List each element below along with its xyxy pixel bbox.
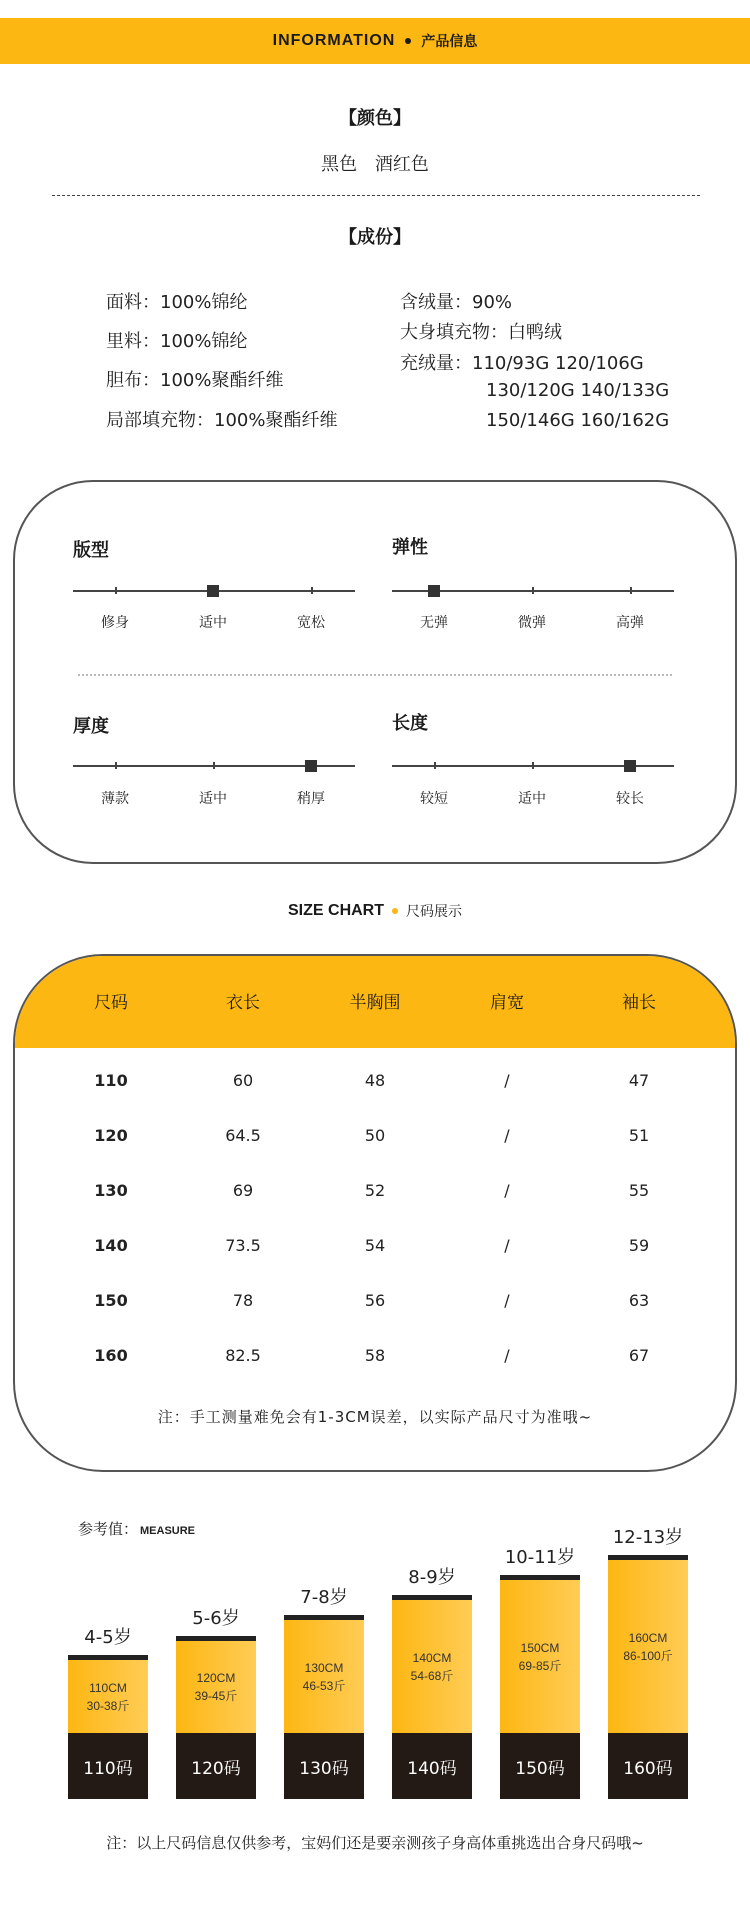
composition-fill-weight: 充绒量：110/93G 120/106G — [400, 353, 644, 374]
size-table-cell: 51 — [628, 1126, 650, 1145]
size-chart-title-cn: 尺码展示 — [406, 904, 462, 920]
reference-height: 140CM — [412, 1650, 452, 1665]
size-table-cell: 64.5 — [225, 1126, 261, 1145]
fit-scale-marker — [207, 585, 219, 597]
size-table-cell: 140 — [94, 1236, 128, 1255]
reference-size-label: 160码 — [608, 1733, 688, 1799]
size-table-cell: 69 — [232, 1181, 254, 1200]
size-chart-heading — [0, 901, 750, 921]
composition-section-title: 【成份】 — [339, 227, 411, 248]
size-table-cell: / — [504, 1071, 510, 1090]
banner-title-cn: 产品信息 — [421, 34, 478, 50]
reference-label-en: MEASURE — [140, 1525, 196, 1537]
fit-scale-label: 修身 — [101, 615, 129, 631]
section-divider — [52, 195, 700, 196]
reference-bar — [392, 1600, 472, 1733]
reference-age-label: 7-8岁 — [300, 1587, 348, 1608]
reference-bar — [608, 1560, 688, 1733]
reference-bar — [176, 1641, 256, 1733]
reference-label — [78, 1518, 195, 1539]
fit-scale-label: 高弹 — [616, 615, 644, 631]
reference-age-label: 5-6岁 — [192, 1608, 240, 1629]
fit-scale-tick — [434, 762, 436, 769]
composition-fill-weight-2: 130/120G 140/133G — [486, 380, 670, 401]
banner-dot — [405, 38, 411, 44]
fit-scale-tick — [115, 762, 117, 769]
color-options — [0, 150, 750, 176]
composition-inner: 胆布：100%聚酯纤维 — [106, 370, 284, 391]
reference-weight: 46-53斤 — [302, 1678, 346, 1693]
fit-scale-tick — [311, 587, 313, 594]
size-table-header-cell: 袖长 — [622, 993, 656, 1013]
composition-fill-weight-3: 150/146G 160/162G — [486, 410, 670, 431]
size-table-cell: 60 — [232, 1071, 254, 1090]
size-table-cell: 58 — [364, 1346, 386, 1365]
size-table-header-cell: 半胸围 — [349, 993, 401, 1013]
fit-scale-title: 长度 — [392, 713, 428, 734]
fit-scale-label: 稍厚 — [297, 791, 325, 807]
size-table — [13, 954, 737, 1472]
size-table-cell: / — [504, 1126, 510, 1145]
size-table-header-cell: 尺码 — [94, 993, 128, 1013]
size-table-cell: 150 — [94, 1291, 128, 1310]
size-table-cell: 130 — [94, 1181, 128, 1200]
top-banner — [0, 18, 750, 64]
reference-age-label: 10-11岁 — [504, 1547, 576, 1568]
fit-scale-label: 较长 — [616, 791, 644, 807]
size-chart-dot — [392, 908, 398, 914]
color-section-title: 【颜色】 — [339, 108, 411, 129]
fit-scale-label: 较短 — [420, 791, 448, 807]
reference-weight: 54-68斤 — [410, 1668, 454, 1683]
reference-size-label: 120码 — [176, 1733, 256, 1799]
size-table-cell: 78 — [232, 1291, 254, 1310]
size-table-cell: 52 — [364, 1181, 386, 1200]
reference-age-label: 12-13岁 — [612, 1527, 684, 1548]
fit-scale-label: 无弹 — [420, 615, 448, 631]
fit-scale-marker — [624, 760, 636, 772]
composition-lining: 里料：100%锦纶 — [106, 331, 248, 352]
size-table-cell: / — [504, 1346, 510, 1365]
color-option-black: 黑色 — [321, 154, 358, 175]
fit-scale-marker — [305, 760, 317, 772]
banner-title-en: INFORMATION — [272, 32, 396, 49]
size-table-cell: / — [504, 1291, 510, 1310]
reference-height: 150CM — [520, 1640, 560, 1655]
size-table-cell: 120 — [94, 1126, 128, 1145]
fit-scale-tick — [115, 587, 117, 594]
size-chart-title-en: SIZE CHART — [288, 902, 384, 919]
reference-height: 160CM — [628, 1630, 668, 1645]
size-table-cell: 160 — [94, 1346, 128, 1365]
size-table-cell: 82.5 — [225, 1346, 261, 1365]
size-table-note: 注：手工测量难免会有1-3CM误差，以实际产品尺寸为准哦~ — [157, 1408, 593, 1426]
size-table-cell: 50 — [364, 1126, 386, 1145]
reference-size-label: 110码 — [68, 1733, 148, 1799]
reference-age-label: 8-9岁 — [408, 1567, 456, 1588]
color-option-wine-red: 酒红色 — [374, 154, 429, 175]
reference-weight: 30-38斤 — [86, 1698, 130, 1713]
fit-scale-tick — [532, 762, 534, 769]
reference-size-label: 130码 — [284, 1733, 364, 1799]
composition-body-fill: 大身填充物：白鸭绒 — [400, 322, 562, 343]
size-table-cell: 54 — [364, 1236, 386, 1255]
fit-scale-tick — [213, 762, 215, 769]
composition-fabric: 面料：100%锦纶 — [106, 292, 248, 313]
size-table-cell: / — [504, 1181, 510, 1200]
reference-bar — [284, 1620, 364, 1733]
reference-bar — [500, 1580, 580, 1733]
composition-down-content: 含绒量：90% — [400, 292, 513, 313]
reference-age-label: 4-5岁 — [84, 1627, 132, 1648]
fit-scale-title: 厚度 — [73, 716, 109, 737]
fit-divider — [78, 674, 672, 676]
reference-label-cn: 参考值： — [78, 1520, 139, 1538]
composition-partial-fill: 局部填充物：100%聚酯纤维 — [106, 410, 338, 431]
size-table-cell: 56 — [364, 1291, 386, 1310]
fit-scale-marker — [428, 585, 440, 597]
fit-scale-tick — [532, 587, 534, 594]
size-table-cell: / — [504, 1236, 510, 1255]
reference-weight: 39-45斤 — [194, 1689, 238, 1703]
reference-height: 130CM — [304, 1660, 344, 1675]
size-table-cell: 63 — [628, 1291, 650, 1310]
size-table-header-cell: 肩宽 — [490, 993, 524, 1013]
size-table-cell: 110 — [94, 1071, 128, 1090]
fit-scale-title: 版型 — [73, 540, 109, 561]
fit-scale-tick — [630, 587, 632, 594]
reference-weight: 86-100斤 — [623, 1648, 673, 1663]
reference-note: 注：以上尺码信息仅供参考，宝妈们还是要亲测孩子身高体重挑选出合身尺码哦~ — [106, 1834, 644, 1852]
fit-scale-label: 适中 — [199, 791, 227, 807]
size-table-cell: 59 — [628, 1236, 650, 1255]
fit-scale-label: 微弹 — [518, 615, 546, 631]
size-table-cell: 48 — [364, 1071, 386, 1090]
reference-weight: 69-85斤 — [518, 1658, 562, 1673]
reference-bar — [68, 1660, 148, 1733]
reference-size-label: 140码 — [392, 1733, 472, 1799]
reference-size-label: 150码 — [500, 1733, 580, 1799]
fit-scale-label: 宽松 — [297, 615, 325, 631]
fit-scale-label: 适中 — [199, 615, 227, 631]
size-table-cell: 55 — [628, 1181, 650, 1200]
fit-scale-label: 适中 — [518, 791, 546, 807]
fit-scale-title: 弹性 — [392, 537, 428, 558]
size-table-cell: 47 — [628, 1071, 650, 1090]
reference-height: 110CM — [89, 1680, 127, 1695]
fit-scale-label: 薄款 — [101, 791, 129, 807]
size-table-header-cell: 衣长 — [226, 993, 260, 1013]
reference-height: 120CM — [196, 1671, 236, 1685]
size-table-cell: 67 — [628, 1346, 650, 1365]
size-table-cell: 73.5 — [225, 1236, 261, 1255]
